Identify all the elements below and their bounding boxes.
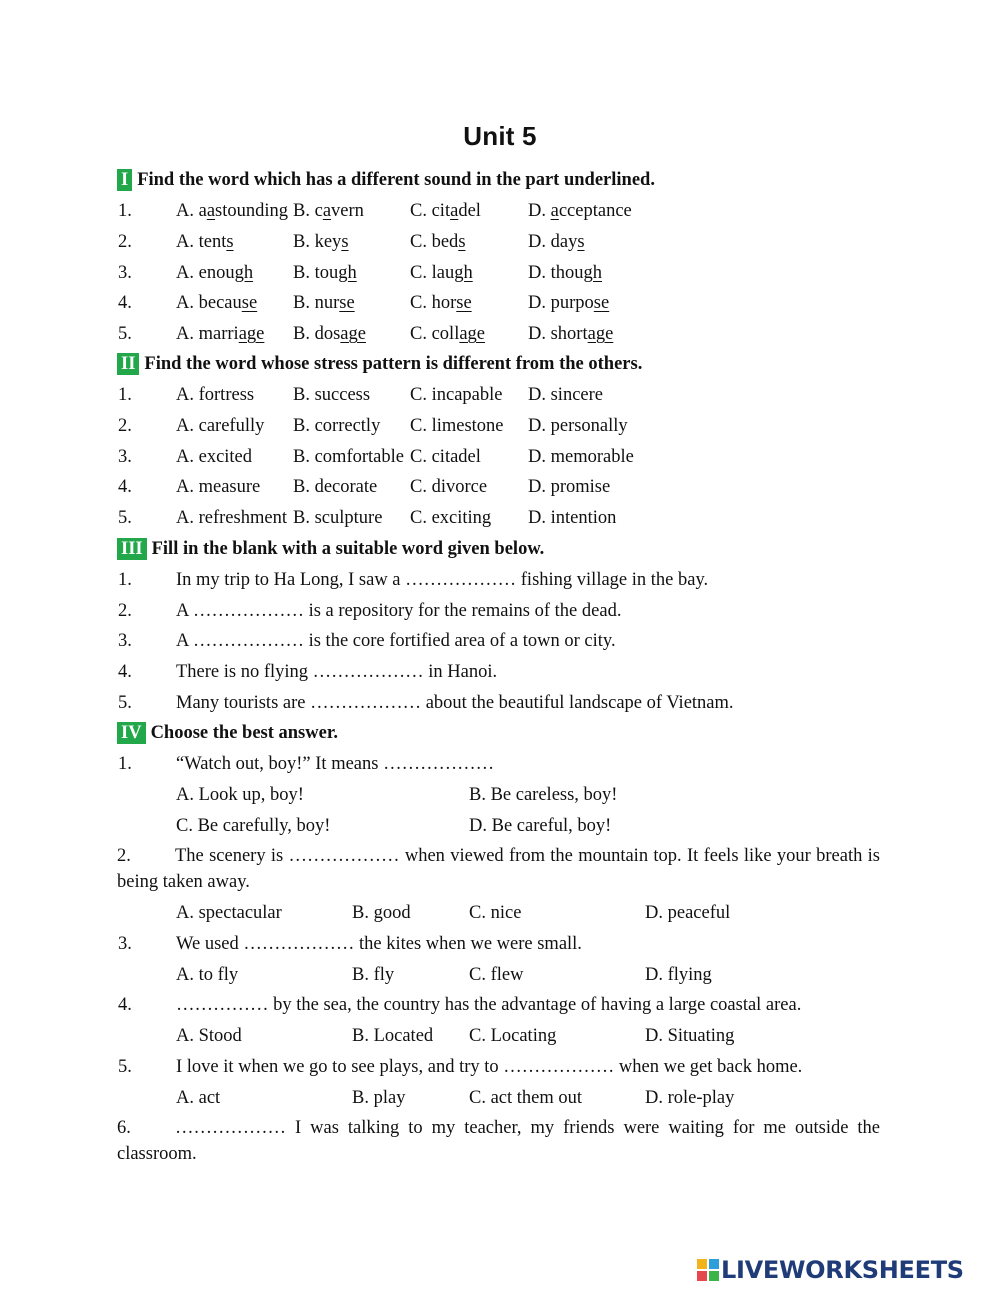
q1-option-a[interactable]: A. Look up, boy!	[176, 785, 304, 805]
q5-option-b[interactable]: B. play	[352, 1088, 406, 1108]
section-2-option-d[interactable]: D. personally	[528, 415, 628, 436]
section-2-option-d[interactable]: D. intention	[528, 508, 617, 529]
q6-text: ……………… I was talking to my teacher, my friends were waiting for me outside the classroom.	[117, 1118, 880, 1164]
section-3-item-number: 4.	[118, 662, 132, 683]
q2-option-c[interactable]: C. nice	[469, 903, 522, 923]
q4-option-d[interactable]: D. Situating	[645, 1026, 735, 1046]
section-1-item-number: 5.	[118, 324, 132, 345]
q5-option-d[interactable]: D. role-play	[645, 1088, 735, 1108]
section-3-item-number: 2.	[118, 600, 132, 621]
section-2-option-d[interactable]: D. sincere	[528, 385, 603, 405]
underlined-part: gh	[234, 262, 254, 283]
section-4-heading-text: Choose the best answer.	[150, 723, 338, 743]
section-2-option-a[interactable]: A. fortress	[176, 385, 255, 405]
section-4-heading	[117, 722, 338, 744]
liveworksheets-logo	[697, 1256, 993, 1284]
section-1-item-number: 4.	[118, 293, 132, 314]
q5-option-c[interactable]: C. act them out	[469, 1088, 583, 1108]
section-2-option-c[interactable]: C. limestone	[410, 415, 504, 436]
section-2-heading	[117, 353, 642, 375]
section-2-option-a[interactable]: A. carefully	[176, 415, 265, 436]
underlined-part: age	[340, 324, 366, 345]
q2-text: The scenery is ……………… when viewed from the mountain top. It feels like your breath is being taken away.	[117, 846, 880, 892]
section-1-option[interactable]: C. beds	[410, 231, 466, 252]
q3-option-c[interactable]: C. flew	[469, 965, 524, 985]
section-2-option-c[interactable]: C. citadel	[410, 446, 481, 467]
section-2-option-b[interactable]: B. decorate	[293, 477, 378, 498]
q5-option-a[interactable]: A. act	[176, 1088, 221, 1108]
section-2-option-c[interactable]: C. divorce	[410, 477, 488, 498]
section-3-item-text: In my trip to Ha Long, I saw a ……………… fishing village in the bay.	[176, 570, 709, 590]
section-2-option-a[interactable]: A. refreshment	[176, 508, 287, 529]
section-1-option[interactable]: B. nurse	[293, 293, 355, 314]
q4-option-c[interactable]: C. Locating	[469, 1026, 557, 1046]
section-2-option-d[interactable]: D. promise	[528, 477, 611, 498]
section-1-option[interactable]: D. days	[528, 231, 585, 252]
underlined-part: se	[339, 293, 355, 314]
section-2-option-b[interactable]: B. comfortable	[293, 446, 404, 467]
q2-number: 2.	[117, 846, 131, 866]
section-2-item-number: 1.	[118, 385, 132, 405]
section-1-badge: I	[117, 169, 132, 191]
section-1-option[interactable]: D. purpose	[528, 293, 610, 314]
section-1-item-number: 1.	[118, 201, 132, 221]
underlined-part: gh	[583, 262, 602, 283]
q1-option-c[interactable]: C. Be carefully, boy!	[176, 816, 331, 836]
underlined-part: a	[322, 201, 332, 221]
section-1-option[interactable]: B. tough	[293, 262, 357, 283]
q2-option-d[interactable]: D. peaceful	[645, 903, 731, 923]
section-1-option[interactable]: B. cavern	[293, 201, 364, 221]
underlined-part: gh	[338, 262, 357, 283]
section-1-option[interactable]: B. keys	[293, 231, 349, 252]
q4-option-a[interactable]: A. Stood	[176, 1026, 242, 1046]
underlined-part: a	[450, 201, 459, 221]
section-2-option-d[interactable]: D. memorable	[528, 446, 634, 467]
q4-number: 4.	[118, 995, 132, 1015]
section-3-badge: III	[117, 538, 147, 560]
section-2-option-b[interactable]: B. sculpture	[293, 508, 383, 529]
section-1-heading-text: Find the word which has a different sound in the part underlined.	[137, 170, 655, 190]
section-1-option[interactable]: A. aastounding	[176, 201, 289, 221]
section-2-heading-text: Find the word whose stress pattern is different from the others.	[144, 354, 643, 374]
underlined-part: gh	[454, 262, 473, 283]
section-3-item-text: There is no flying ……………… in Hanoi.	[176, 662, 498, 683]
section-2-item-number: 5.	[118, 508, 132, 529]
underlined-part: s	[577, 231, 585, 252]
section-2-option-c[interactable]: C. exciting	[410, 508, 492, 529]
page-title: Unit 5	[463, 121, 537, 151]
section-4-badge: IV	[117, 722, 146, 744]
underlined-part: s	[226, 231, 234, 252]
section-1-option[interactable]: C. collage	[410, 324, 486, 345]
q3-text: We used ……………… the kites when we were small.	[176, 934, 582, 954]
q3-option-a[interactable]: A. to fly	[176, 965, 239, 985]
q4-option-b[interactable]: B. Located	[352, 1026, 434, 1046]
section-2-option-a[interactable]: A. excited	[176, 446, 253, 467]
q5-text: I love it when we go to see plays, and try to ……………… when we get back home.	[176, 1057, 803, 1077]
section-3-item-number: 1.	[118, 570, 132, 590]
section-1-option[interactable]: A. marriage	[176, 324, 265, 345]
section-2-badge: II	[117, 353, 139, 375]
section-2-item-number: 2.	[118, 415, 132, 436]
section-2-option-b[interactable]: B. success	[293, 385, 371, 405]
underlined-part: s	[458, 231, 466, 252]
q6-number: 6.	[117, 1118, 131, 1138]
section-1-item-number: 2.	[118, 231, 132, 252]
q3-number: 3.	[118, 934, 132, 954]
underlined-part: a	[206, 201, 216, 221]
section-2-item-number: 4.	[118, 477, 132, 498]
section-3-item-text: A ……………… is the core fortified area of a town or city.	[176, 631, 616, 652]
section-1-option[interactable]: A. enough	[176, 262, 254, 283]
section-1-option[interactable]: A. tents	[176, 231, 234, 252]
q1-option-b[interactable]: B. Be careless, boy!	[469, 785, 618, 805]
section-3-heading-text: Fill in the blank with a suitable word given below.	[151, 539, 545, 559]
q3-option-d[interactable]: D. flying	[645, 965, 712, 985]
q4-text: …………… by the sea, the country has the advantage of having a large coastal area.	[176, 995, 802, 1015]
section-1-option[interactable]: C. laugh	[410, 262, 473, 283]
underlined-part: age	[459, 324, 486, 345]
q1-text: “Watch out, boy!” It means ………………	[176, 754, 495, 774]
underlined-part: se	[241, 293, 258, 314]
underlined-part: age	[587, 324, 614, 345]
q2-option-b[interactable]: B. good	[352, 903, 411, 923]
section-1-option[interactable]: B. dosage	[293, 324, 366, 345]
section-1-option[interactable]: A. because	[176, 293, 258, 314]
underlined-part: se	[593, 293, 610, 314]
logo-brand-text: LIVEWORKSHEETS	[721, 1256, 964, 1284]
q2-question	[117, 843, 880, 895]
section-2-option-b[interactable]: B. correctly	[293, 415, 381, 436]
section-3-heading	[117, 538, 544, 560]
underlined-part: age	[238, 324, 265, 345]
underlined-part: se	[456, 293, 472, 314]
q3-option-b[interactable]: B. fly	[352, 965, 395, 985]
section-1-option[interactable]: C. horse	[410, 293, 472, 314]
section-2-option-a[interactable]: A. measure	[176, 477, 261, 498]
q6-question	[117, 1115, 880, 1167]
q2-option-a[interactable]: A. spectacular	[176, 903, 282, 923]
q1-option-d[interactable]: D. Be careful, boy!	[469, 816, 612, 836]
section-3-item-text: Many tourists are ……………… about the beautiful landscape of Vietnam.	[176, 692, 734, 713]
section-1-option[interactable]: D. acceptance	[528, 201, 632, 221]
section-1-option[interactable]: C. citadel	[410, 201, 481, 221]
section-3-item-number: 5.	[118, 692, 132, 713]
section-1-option[interactable]: D. shortage	[528, 324, 614, 345]
section-2-item-number: 3.	[118, 446, 132, 467]
section-1-heading	[117, 169, 655, 191]
q5-number: 5.	[118, 1057, 132, 1077]
underlined-part: s	[341, 231, 349, 252]
section-3-item-text: A ……………… is a repository for the remains of the dead.	[176, 600, 622, 621]
q1-number: 1.	[118, 754, 132, 774]
logo-mark-icon	[697, 1259, 719, 1281]
section-1-item-number: 3.	[118, 262, 132, 283]
section-2-option-c[interactable]: C. incapable	[410, 385, 503, 405]
section-3-item-number: 3.	[118, 631, 132, 652]
section-1-option[interactable]: D. though	[528, 262, 602, 283]
underlined-part: a	[550, 201, 559, 221]
